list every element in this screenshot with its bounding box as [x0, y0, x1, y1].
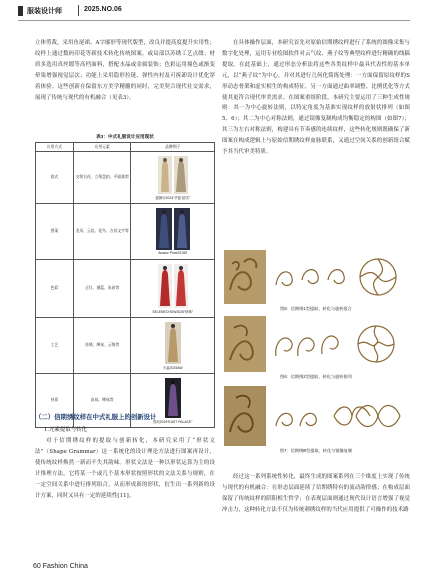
garment-photos	[158, 156, 188, 194]
table-cell-category: 工艺	[36, 318, 74, 374]
journal-name: 服装设计师	[27, 8, 62, 15]
figure-5	[224, 250, 410, 308]
page-footer	[33, 563, 88, 570]
header-rule	[18, 20, 410, 21]
pattern-transformation-image	[224, 250, 410, 304]
table-header-cell: 品牌例子	[131, 143, 215, 152]
table-cell-category: 材质	[36, 374, 74, 428]
header-marker	[18, 6, 23, 16]
table-cell-elements: 龙凤、云纹、花鸟、吉祥文字等	[73, 204, 130, 260]
application-table	[35, 142, 215, 428]
section-heading: （二）信期绣纹样在中式礼服上的创新设计	[35, 414, 157, 421]
example-caption: 郭培2019“EAST PALACE”	[152, 419, 193, 424]
table-cell-example	[131, 152, 215, 204]
body-paragraph: 立体剪裁，采用鱼尾裙、A字廓形等现代版型，改良并提高度提升实用性；纹样上通过数码印花等新技术转化传统图案，或局部以苏绣工艺点缀；材质多选用真丝缎等高档面料，搭配水晶或金属装饰；色彩运用撞色或渐变晕染增强视觉层次；功能上采用隐形拉链、弹性内衬及可拆卸设计优化穿着体验。这些创新在保留东方美学精髓的同时，完美契合现代社交需求，展现了传统与现代的有机融合（见表3）。	[35, 40, 215, 101]
issue-number: 2025.NO.06	[84, 6, 122, 13]
table-cell-example	[131, 204, 215, 260]
header-separator	[78, 5, 79, 16]
table-cell-elements: 真丝、缂丝等	[73, 374, 130, 428]
table-cell-elements: 正红、黛蓝、朱砂等	[73, 260, 130, 318]
garment-photo	[165, 378, 181, 418]
left-column-top	[35, 38, 215, 103]
figure-caption: 图6：信期绣2型提取、转化与旋转排列	[280, 374, 352, 379]
subsection-heading: 1.元素提取与转化	[44, 427, 87, 433]
left-column-bottom	[35, 436, 215, 501]
figure-6	[224, 316, 410, 376]
example-caption: SELENECHOW2025“珍珠”	[152, 309, 194, 314]
table-header-cell: 应用方式	[36, 143, 74, 152]
table-cell-category: 款式	[36, 152, 74, 204]
garment-photo	[156, 208, 172, 250]
pattern-transformation-image	[224, 316, 410, 372]
table-title: 表3：中式礼服设计应用现状	[96, 134, 154, 139]
table-header-row	[36, 143, 215, 152]
garment-photo	[174, 208, 190, 250]
page-header	[0, 0, 427, 20]
garment-photo	[165, 322, 181, 364]
garment-photo	[158, 264, 172, 308]
example-caption: 天裳2025AW	[162, 365, 183, 370]
journal-english-name: Fashion China	[42, 563, 88, 570]
body-paragraph: 在具体操作层面，本研究首先对原始信期绣纹样进行了系统的图像采集与数字化处理，运用专业绘图软件对云气纹、燕子纹等典型纹样进行精确的线稿提取。在此基础上，通过形态分析法将这些各类纹样中最具代表性的基本单元，以“燕子纹”为中心，并对其进行几何化简练处理：一方面保留原纹样的S形动态骨架和虚实相生的构成特征，另一方面通过曲率调整、比例优化等方式使其更符合现代审美需求。在图案重组阶段，本研究主要运用了三种生成性规则：其一为中心旋转法则，以特定角度为基准实现纹样的放射状排列（如图5、6）；其二为中心对称法则，通过镜像复制构成均衡稳定的构图（如图7）；其三为左右对称法则，构建具有节奏感的连续纹样，这些转化规则既确保了新图案在构成逻辑上与原始信期绣纹样血脉联系，又通过空间关系的创新组合赋予其当代审美特质。	[222, 40, 410, 156]
table-row	[36, 152, 215, 204]
table-row	[36, 260, 215, 318]
table-header-cell: 应用元素	[73, 143, 130, 152]
table-row	[36, 318, 215, 374]
body-paragraph: 对于信期绣纹样的提取与创新转化，本研究采用了“形状文法”（Shape Grammar）这一系统化的设计理论方法进行图案再设计，使传统纹样焕然一新而不失其韵味。形状文法是一种以形状运算为主的设计推理方法，它将某一个或几个基本形状按照形状的文法关系与规则，在一定空间关系中进行排列组合，从而形成新的形状，衍生出一系列新的设计方案，同时又具有一定的延续性[11]。	[35, 438, 215, 499]
garment-photos	[165, 378, 181, 418]
figure-7	[224, 386, 410, 450]
table-cell-elements: 交领右衽、立领盘扣、平面裁剪	[73, 152, 130, 204]
figure-caption: 图7：信期绣Ⅲ型提取、转化与镜像复制	[279, 448, 353, 453]
table-cell-category: 图案	[36, 204, 74, 260]
table-cell-example	[131, 260, 215, 318]
garment-photo	[158, 156, 172, 194]
page-number: 60	[33, 563, 41, 570]
garment-photo	[174, 264, 188, 308]
table-cell-category: 色彩	[36, 260, 74, 318]
garment-photos	[165, 322, 181, 364]
table-row	[36, 204, 215, 260]
right-column-bottom	[222, 472, 410, 516]
pattern-transformation-image	[224, 386, 410, 446]
table-cell-elements: 苏绣、缂丝、云锦等	[73, 318, 130, 374]
garment-photo	[174, 156, 188, 194]
example-caption: 盛静坊2024“华夏·踏雪”	[155, 195, 191, 200]
garment-photos	[158, 264, 188, 308]
figure-caption: 图5：信期绣1型提取、转化与旋转组合	[280, 306, 352, 311]
body-paragraph: 经过这一系列系统性转化，最终生成的图案系列在三个维度上实现了传统与现代的有机融合：在形态层面延续了信期绣特有的流动韵律感；在构成层面保留了传统纹样的阴阳相生哲学；在表现层面则通过现代设计语言增强了视觉冲击力，这种转化方法不仅为传统刺绣纹样的当代应用提供了可操作的技术路	[222, 474, 410, 513]
table-cell-example	[131, 318, 215, 374]
garment-photos	[156, 208, 190, 250]
right-column-top	[222, 38, 410, 158]
example-caption: Amanz Prive2018S	[158, 251, 188, 255]
